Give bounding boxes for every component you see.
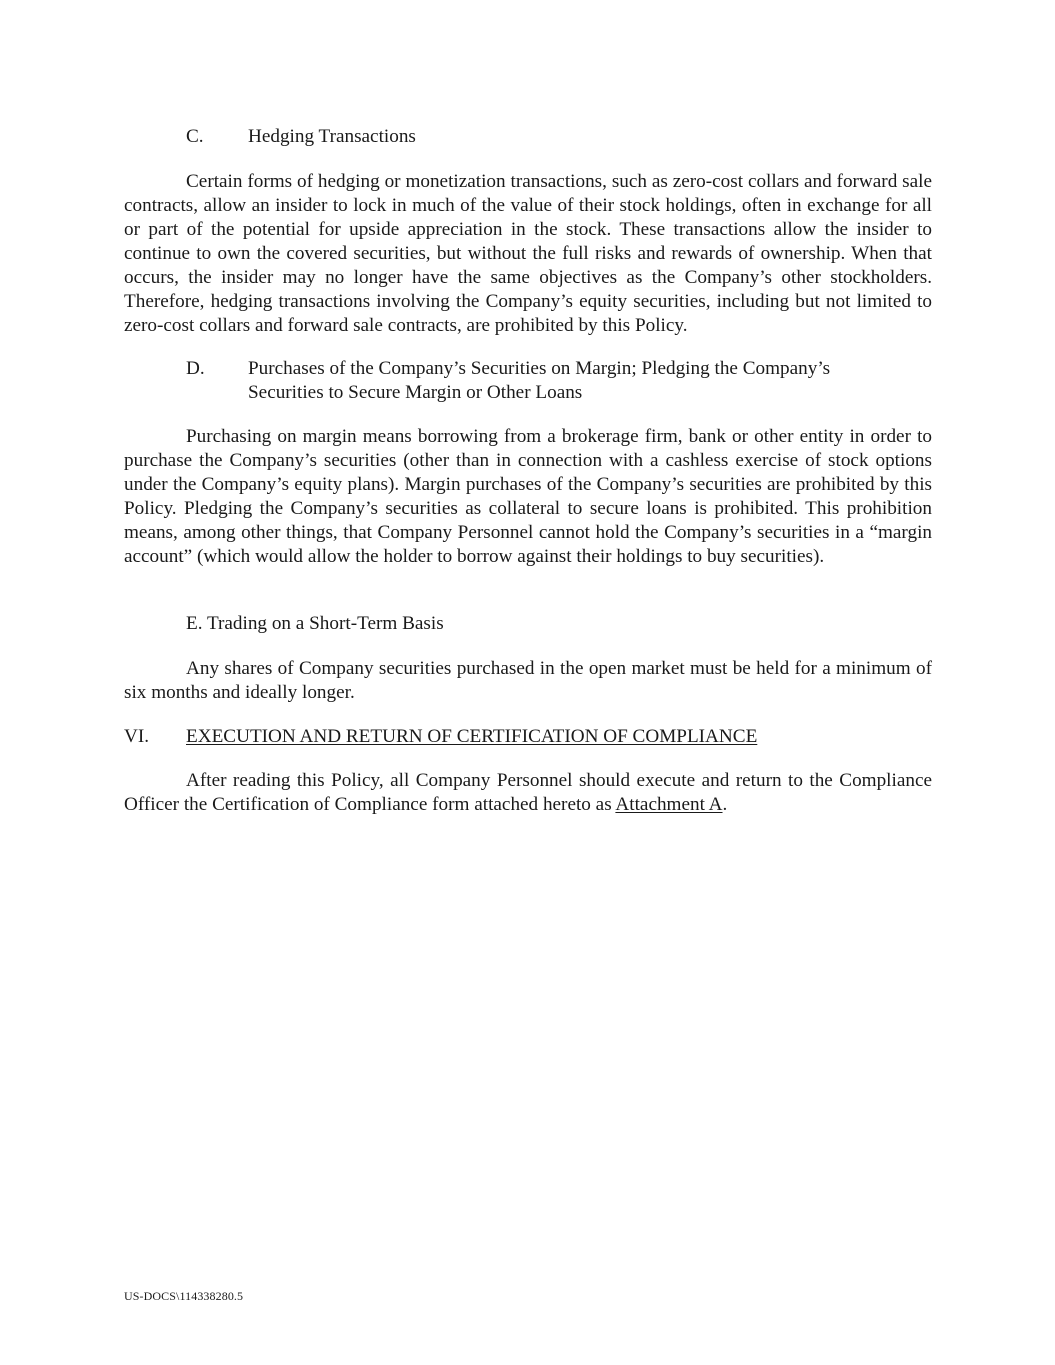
- section-d-heading: [124, 357, 932, 405]
- section-d-letter: D.: [186, 358, 205, 379]
- section-vi-number: VI.: [124, 726, 150, 747]
- section-e-title: E. Trading on a Short-Term Basis: [186, 613, 444, 634]
- section-d-paragraph: Purchasing on margin means borrowing from a brokerage firm, bank or other entity in order to purchase the Company’s securities (other than in connection with a cashless exercise of stock options under the Company’s equity plans). Margin purchases of the Company’s securities are prohibited by this Policy. Pledging the Company’s securities as collateral to secure loans is prohibited. This prohibition means, among other things, that Company Personnel cannot hold the Company’s securities in a “margin account” (which would allow the holder to borrow against their holdings to buy securities).: [124, 426, 932, 567]
- section-d-title-line1: Purchases of the Company’s Securities on Margin; Pledging the Company’s: [248, 358, 831, 379]
- section-vi-paragraph: [124, 769, 932, 817]
- section-c-heading: [124, 125, 932, 149]
- footer-doc-id: US-DOCS\114338280.5: [124, 1289, 244, 1303]
- section-vi-period: .: [722, 794, 728, 815]
- section-vi-heading: [124, 725, 932, 749]
- section-d-title-line2: Securities to Secure Margin or Other Loans: [248, 382, 583, 403]
- section-e-paragraph: Any shares of Company securities purchased in the open market must be held for a minimum of six months and ideally longer.: [124, 658, 932, 703]
- section-c-title: Hedging Transactions: [248, 126, 416, 147]
- attachment-a-link[interactable]: Attachment A: [615, 794, 723, 815]
- section-vi-text: After reading this Policy, all Company Personnel should execute and return to the Compliance Officer the Certification of Compliance form attached hereto as: [124, 770, 932, 815]
- section-e-heading: [124, 612, 932, 636]
- section-c-letter: C.: [186, 126, 204, 147]
- section-c-paragraph: Certain forms of hedging or monetization transactions, such as zero-cost collars and forward sale contracts, allow an insider to lock in much of the value of their stock holdings, often in exchange for all or part of the potential for upside appreciation in the stock. These transactions allow the insider to continue to own the covered securities, but without the full risks and rewards of ownership. When that occurs, the insider may no longer have the same objectives as the Company’s other stockholders. Therefore, hedging transactions involving the Company’s equity securities, including but not limited to zero-cost collars and forward sale contracts, are prohibited by this Policy.: [124, 171, 932, 336]
- section-vi-title: EXECUTION AND RETURN OF CERTIFICATION OF COMPLIANCE: [186, 726, 758, 747]
